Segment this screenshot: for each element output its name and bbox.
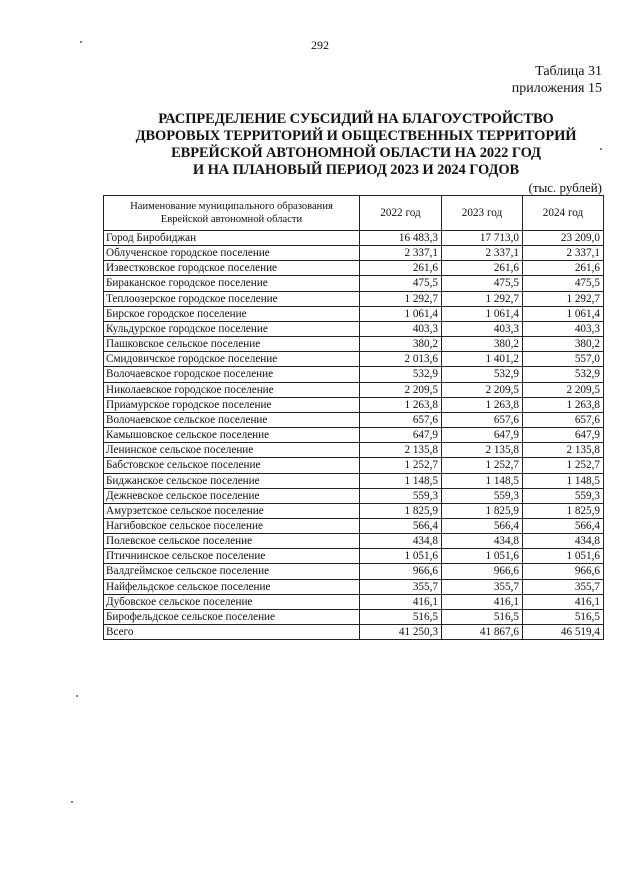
table-row: [104, 609, 604, 624]
amount-cell: 516,5: [360, 609, 442, 624]
table-row: [104, 261, 604, 276]
municipality-name-cell: Теплоозерское городское поселение: [104, 291, 360, 306]
amount-cell: 1 825,9: [442, 503, 523, 518]
title-line: ДВОРОВЫХ ТЕРРИТОРИЙ И ОБЩЕСТВЕННЫХ ТЕРРИТОРИЙ: [135, 128, 577, 144]
amount-cell: 516,5: [442, 609, 523, 624]
municipality-name-cell: Найфельдское сельское поселение: [104, 579, 360, 594]
scan-speck: [71, 801, 73, 803]
table-row: [104, 594, 604, 609]
amount-cell: 647,9: [442, 428, 523, 443]
amount-cell: 475,5: [523, 276, 604, 291]
table-row: [104, 549, 604, 564]
amount-cell: 2 013,6: [360, 352, 442, 367]
table-row: [104, 488, 604, 503]
amount-cell: 1 051,6: [360, 549, 442, 564]
municipality-name-cell: Бираканское городское поселение: [104, 276, 360, 291]
column-header-2023: 2023 год: [442, 196, 523, 231]
amount-cell: 2 209,5: [360, 382, 442, 397]
appendix-number: приложения 15: [511, 81, 602, 96]
table-total-row: [104, 625, 604, 640]
table-row: [104, 397, 604, 412]
amount-cell: 647,9: [360, 428, 442, 443]
scan-speck: [76, 695, 78, 697]
municipality-name-cell: Дубовское сельское поселение: [104, 594, 360, 609]
amount-cell: 1 263,8: [360, 397, 442, 412]
amount-cell: 1 148,5: [360, 473, 442, 488]
municipality-name-cell: Бирское городское поселение: [104, 306, 360, 321]
amount-cell: 380,2: [442, 337, 523, 352]
amount-cell: 355,7: [442, 579, 523, 594]
amount-cell: 1 148,5: [523, 473, 604, 488]
amount-cell: 434,8: [442, 534, 523, 549]
title-line: ЕВРЕЙСКОЙ АВТОНОМНОЙ ОБЛАСТИ НА 2022 ГОД: [171, 145, 541, 161]
table-row: [104, 231, 604, 246]
amount-cell: 2 337,1: [442, 246, 523, 261]
amount-cell: 434,8: [360, 534, 442, 549]
table-reference: [512, 63, 602, 97]
amount-cell: 475,5: [360, 276, 442, 291]
amount-cell: 261,6: [360, 261, 442, 276]
amount-cell: 1 825,9: [523, 503, 604, 518]
amount-cell: 434,8: [523, 534, 604, 549]
amount-cell: 1 263,8: [523, 397, 604, 412]
table-row: [104, 246, 604, 261]
amount-cell: 566,4: [360, 518, 442, 533]
municipality-name-cell: Приамурское городское поселение: [104, 397, 360, 412]
table-row: [104, 458, 604, 473]
table-header-row: [104, 196, 604, 231]
column-header-2024: 2024 год: [523, 196, 604, 231]
municipality-name-cell: Птичнинское сельское поселение: [104, 549, 360, 564]
amount-cell: 403,3: [523, 321, 604, 336]
amount-cell: 1 051,6: [523, 549, 604, 564]
title-line: И НА ПЛАНОВЫЙ ПЕРИОД 2023 И 2024 ГОДОВ: [192, 162, 520, 178]
amount-cell: 657,6: [442, 412, 523, 427]
amount-cell: 416,1: [442, 594, 523, 609]
amount-cell: 355,7: [360, 579, 442, 594]
column-header-municipality: Наименование муниципального образования Еврейской автономной области: [104, 196, 360, 231]
amount-cell: 380,2: [360, 337, 442, 352]
column-header-2022: 2022 год: [360, 196, 442, 231]
amount-cell: 1 401,2: [442, 352, 523, 367]
amount-cell: 261,6: [523, 261, 604, 276]
amount-cell: 557,0: [523, 352, 604, 367]
amount-cell: 559,3: [523, 488, 604, 503]
municipality-name-cell: Валдгеймское сельское поселение: [104, 564, 360, 579]
amount-cell: 403,3: [442, 321, 523, 336]
subsidy-table: [103, 195, 604, 640]
table-row: [104, 473, 604, 488]
scan-speck: [600, 148, 602, 150]
municipality-name-cell: Пашковское сельское поселение: [104, 337, 360, 352]
amount-cell: 46 519,4: [523, 625, 604, 640]
amount-cell: 1 148,5: [442, 473, 523, 488]
municipality-name-cell: Волочаевское городское поселение: [104, 367, 360, 382]
amount-cell: 657,6: [360, 412, 442, 427]
municipality-name-cell: Известковское городское поселение: [104, 261, 360, 276]
table-number: Таблица 31: [535, 64, 602, 79]
table-row: [104, 352, 604, 367]
municipality-name-cell: Кульдурское городское поселение: [104, 321, 360, 336]
amount-cell: 1 061,4: [360, 306, 442, 321]
amount-cell: 516,5: [523, 609, 604, 624]
table-body: [104, 231, 604, 640]
amount-cell: 403,3: [360, 321, 442, 336]
amount-cell: 966,6: [360, 564, 442, 579]
table-row: [104, 276, 604, 291]
table-row: [104, 443, 604, 458]
document-title: [100, 111, 612, 179]
municipality-name-cell: Николаевское городское поселение: [104, 382, 360, 397]
amount-cell: 532,9: [360, 367, 442, 382]
municipality-name-cell: Смидовичское городское поселение: [104, 352, 360, 367]
amount-cell: 966,6: [523, 564, 604, 579]
amount-cell: 1 252,7: [442, 458, 523, 473]
amount-cell: 41 250,3: [360, 625, 442, 640]
table-row: [104, 428, 604, 443]
amount-cell: 416,1: [360, 594, 442, 609]
amount-cell: 23 209,0: [523, 231, 604, 246]
amount-cell: 532,9: [523, 367, 604, 382]
amount-cell: 559,3: [442, 488, 523, 503]
table-row: [104, 534, 604, 549]
amount-cell: 1 252,7: [523, 458, 604, 473]
amount-cell: 16 483,3: [360, 231, 442, 246]
table-row: [104, 518, 604, 533]
amount-cell: 2 209,5: [442, 382, 523, 397]
amount-cell: 416,1: [523, 594, 604, 609]
municipality-name-cell: Дежневское сельское поселение: [104, 488, 360, 503]
municipality-name-cell: Волочаевское сельское поселение: [104, 412, 360, 427]
municipality-name-cell: Биджанское сельское поселение: [104, 473, 360, 488]
municipality-name-cell: Нагибовское сельское поселение: [104, 518, 360, 533]
table-row: [104, 291, 604, 306]
table-row: [104, 412, 604, 427]
municipality-name-cell: Ленинское сельское поселение: [104, 443, 360, 458]
amount-cell: 559,3: [360, 488, 442, 503]
amount-cell: 2 337,1: [523, 246, 604, 261]
amount-cell: 2 135,8: [360, 443, 442, 458]
amount-cell: 1 292,7: [442, 291, 523, 306]
scan-speck: [80, 41, 82, 43]
amount-cell: 41 867,6: [442, 625, 523, 640]
table-row: [104, 337, 604, 352]
amount-cell: 1 051,6: [442, 549, 523, 564]
amount-cell: 2 337,1: [360, 246, 442, 261]
amount-cell: 1 825,9: [360, 503, 442, 518]
page-number: 292: [311, 38, 329, 52]
title-line: РАСПРЕДЕЛЕНИЕ СУБСИДИЙ НА БЛАГОУСТРОЙСТВО: [158, 111, 554, 127]
amount-cell: 1 292,7: [360, 291, 442, 306]
amount-cell: 475,5: [442, 276, 523, 291]
amount-cell: 2 209,5: [523, 382, 604, 397]
amount-cell: 1 263,8: [442, 397, 523, 412]
municipality-name-cell: Всего: [104, 625, 360, 640]
amount-cell: 355,7: [523, 579, 604, 594]
amount-cell: 1 061,4: [442, 306, 523, 321]
amount-cell: 532,9: [442, 367, 523, 382]
amount-cell: 261,6: [442, 261, 523, 276]
amount-cell: 1 292,7: [523, 291, 604, 306]
amount-cell: 1 252,7: [360, 458, 442, 473]
amount-cell: 657,6: [523, 412, 604, 427]
table-row: [104, 306, 604, 321]
municipality-name-cell: Камышовское сельское поселение: [104, 428, 360, 443]
units-label: (тыс. рублей): [528, 180, 602, 195]
municipality-name-cell: Облученское городское поселение: [104, 246, 360, 261]
amount-cell: 966,6: [442, 564, 523, 579]
table-row: [104, 564, 604, 579]
amount-cell: 380,2: [523, 337, 604, 352]
table-row: [104, 367, 604, 382]
amount-cell: 17 713,0: [442, 231, 523, 246]
amount-cell: 566,4: [442, 518, 523, 533]
amount-cell: 566,4: [523, 518, 604, 533]
table-row: [104, 321, 604, 336]
municipality-name-cell: Полевское сельское поселение: [104, 534, 360, 549]
municipality-name-cell: Город Биробиджан: [104, 231, 360, 246]
municipality-name-cell: Бирофельдское сельское поселение: [104, 609, 360, 624]
amount-cell: 2 135,8: [442, 443, 523, 458]
table-row: [104, 382, 604, 397]
table-row: [104, 503, 604, 518]
table-row: [104, 579, 604, 594]
amount-cell: 1 061,4: [523, 306, 604, 321]
municipality-name-cell: Амурзетское сельское поселение: [104, 503, 360, 518]
municipality-name-cell: Бабстовское сельское поселение: [104, 458, 360, 473]
amount-cell: 2 135,8: [523, 443, 604, 458]
amount-cell: 647,9: [523, 428, 604, 443]
